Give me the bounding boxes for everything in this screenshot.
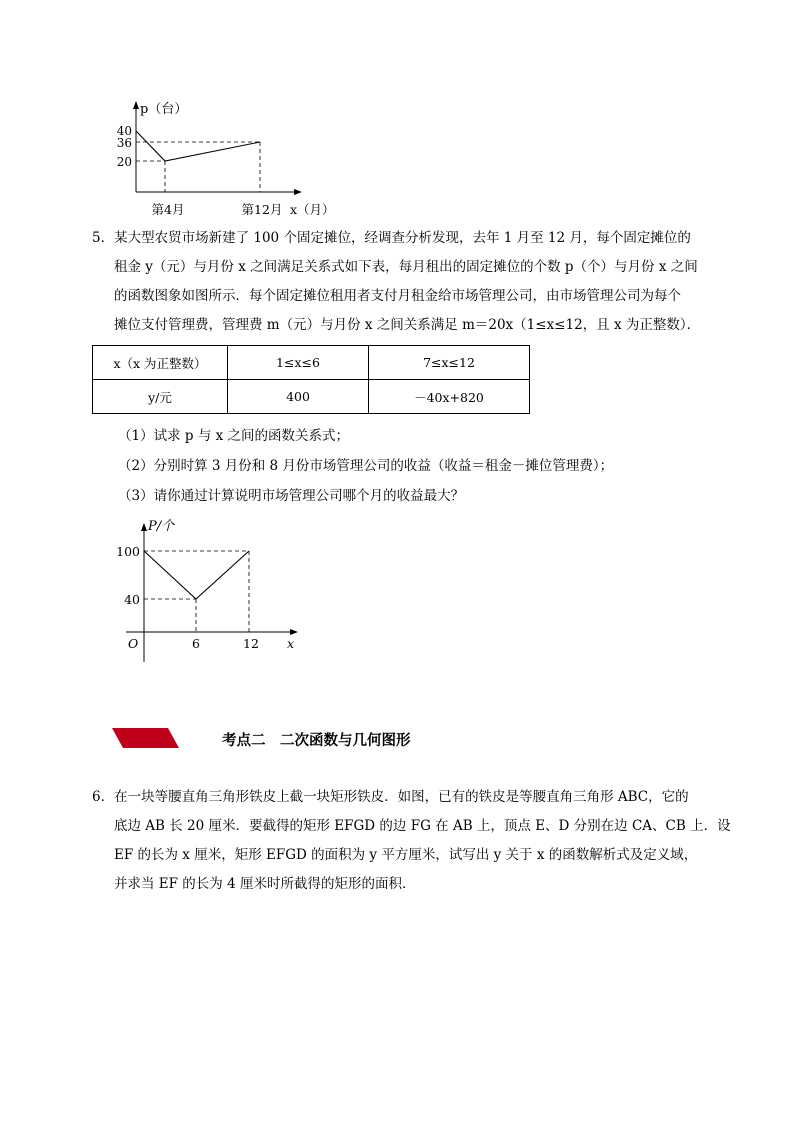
graph-p-vs-x: [108, 512, 308, 662]
question-line: 租金 y（元）与月份 x 之间满足关系式如下表，每月租出的固定摊位的个数 p（个）与月份 x 之间: [114, 259, 698, 275]
question-line: 6．在一块等腰直角三角形铁皮上截一块矩形铁皮．如图，已有的铁皮是等腰直角三角形 ABC，它的: [92, 789, 689, 805]
sub-question-2: （2）分别时算 3 月份和 8 月份市场管理公司的收益（收益＝租金－摊位管理费）；: [118, 458, 614, 474]
y-axis-label: p（台）: [140, 102, 188, 117]
sub-question-3: （3）请你通过计算说明市场管理公司哪个月的收益最大？: [118, 488, 465, 504]
x-axis-label: x（月）: [290, 202, 335, 217]
x-tick-label: 第12月: [241, 202, 283, 217]
question-line: 底边 AB 长 20 厘米．要截得的矩形 EFGD 的边 FG 在 AB 上，顶点 E、D 分别在边 CA、CB 上．设: [114, 818, 731, 834]
x-tick-label: 6: [192, 636, 200, 651]
table-cell: 7≤x≤12: [369, 346, 530, 380]
table-row: [93, 346, 530, 380]
question-line: EF 的长为 x 厘米，矩形 EFGD 的面积为 y 平方厘米，试写出 y 关于 x 的函数解析式及定义域，: [114, 847, 698, 863]
table-cell: x（x 为正整数）: [93, 346, 228, 380]
question-5-text: [92, 224, 712, 340]
y-tick-label: 40: [124, 592, 140, 607]
question-6-text: [92, 783, 731, 899]
y-tick-label: 100: [116, 544, 140, 559]
table-row: [93, 380, 530, 414]
y-tick-label: 20: [116, 155, 132, 169]
y-axis-label: P/个: [148, 519, 175, 534]
origin-label: O: [128, 636, 139, 651]
y-tick-label: 36: [116, 136, 132, 150]
x-tick-label: 第4月: [151, 202, 185, 217]
sub-question-1: （1）试求 p 与 x 之间的函数关系式；: [118, 428, 350, 444]
y-tick-label: 40: [116, 124, 132, 138]
question-line: 5．某大型农贸市场新建了 100 个固定摊位，经调查分析发现，去年 1 月至 12 月，每个固定摊位的: [92, 230, 691, 246]
x-tick-label: 12: [243, 636, 259, 651]
question-line: 并求当 EF 的长为 4 厘米时所截得的矩形的面积．: [114, 876, 416, 892]
table-cell: y/元: [93, 380, 228, 414]
graph-p-vs-month-top: [108, 96, 368, 220]
table-cell: 1≤x≤6: [228, 346, 369, 380]
table-cell: 400: [228, 380, 369, 414]
section-banner-shape: [108, 726, 184, 750]
rent-table: [92, 345, 530, 414]
question-line: 的函数图象如图所示．每个固定摊位租用者支付月租金给市场管理公司，由市场管理公司为每个: [114, 288, 681, 304]
question-line: 摊位支付管理费，管理费 m（元）与月份 x 之间关系满足 m＝20x（1≤x≤12，且 x 为正整数）．: [114, 317, 701, 333]
table-cell: －40x+820: [369, 380, 530, 414]
x-axis-label: x: [287, 636, 295, 651]
section-title: 考点二 二次函数与几何图形: [222, 733, 411, 749]
